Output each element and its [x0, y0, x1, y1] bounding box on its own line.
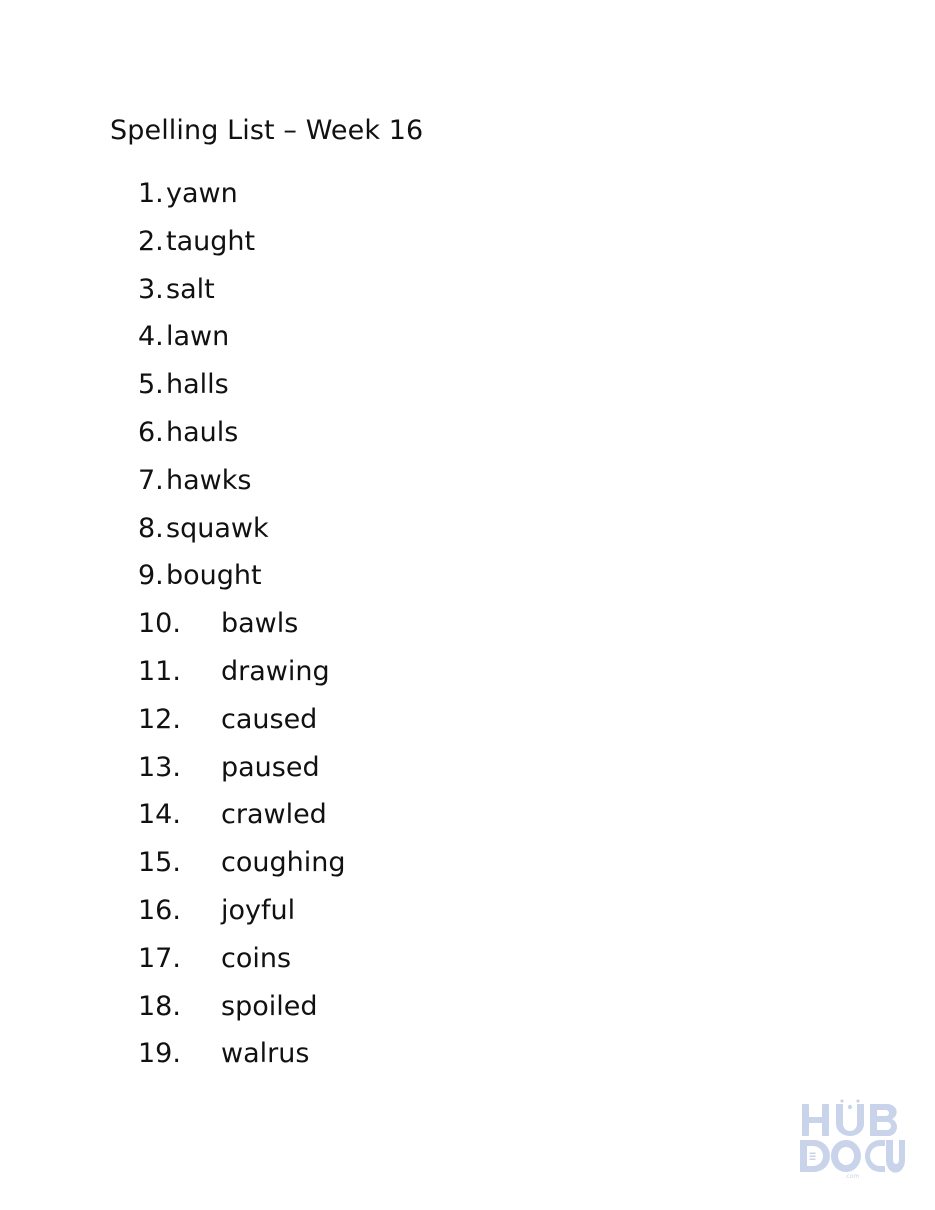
item-number: 17. [138, 942, 181, 974]
spelling-word: hauls [166, 416, 239, 448]
item-number: 7. [138, 464, 164, 496]
item-number: 6. [138, 416, 164, 448]
spelling-word: walrus [221, 1038, 310, 1070]
spelling-word: joyful [221, 894, 296, 926]
spelling-word: squawk [166, 512, 269, 544]
spelling-word: spoiled [221, 990, 318, 1022]
spelling-word: hawks [166, 464, 252, 496]
watermark-lettering [800, 1099, 905, 1172]
item-number: 9. [138, 560, 164, 592]
spelling-word: crawled [221, 799, 327, 831]
spelling-word: salt [166, 273, 215, 305]
spelling-word: paused [221, 751, 320, 783]
item-number: 5. [138, 369, 164, 401]
item-number: 12. [138, 703, 181, 735]
item-number: 15. [138, 847, 181, 879]
item-number: 11. [138, 655, 181, 687]
item-number: 13. [138, 751, 181, 783]
item-number: 10. [138, 608, 181, 640]
item-number: 19. [138, 1038, 181, 1070]
spelling-word: lawn [166, 321, 230, 353]
spelling-word: bought [166, 560, 262, 592]
item-number: 18. [138, 990, 181, 1022]
spelling-word: yawn [166, 178, 238, 209]
spelling-word: drawing [221, 655, 330, 687]
page-title: Spelling List – Week 16 [110, 115, 424, 146]
spelling-word: caused [221, 703, 318, 735]
spelling-word: coughing [221, 847, 346, 879]
item-number: 2. [138, 225, 164, 257]
item-number: 1. [138, 178, 164, 209]
watermark-suffix: .com [844, 1173, 860, 1180]
spelling-word: coins [221, 942, 292, 974]
spelling-word: bawls [221, 608, 299, 640]
item-number: 14. [138, 799, 181, 831]
hubdocu-watermark-logo [798, 1098, 906, 1180]
item-number: 4. [138, 321, 164, 353]
spelling-word: halls [166, 369, 229, 401]
spelling-word: taught [166, 225, 256, 257]
item-number: 3. [138, 273, 164, 305]
item-number: 16. [138, 894, 181, 926]
item-number: 8. [138, 512, 164, 544]
